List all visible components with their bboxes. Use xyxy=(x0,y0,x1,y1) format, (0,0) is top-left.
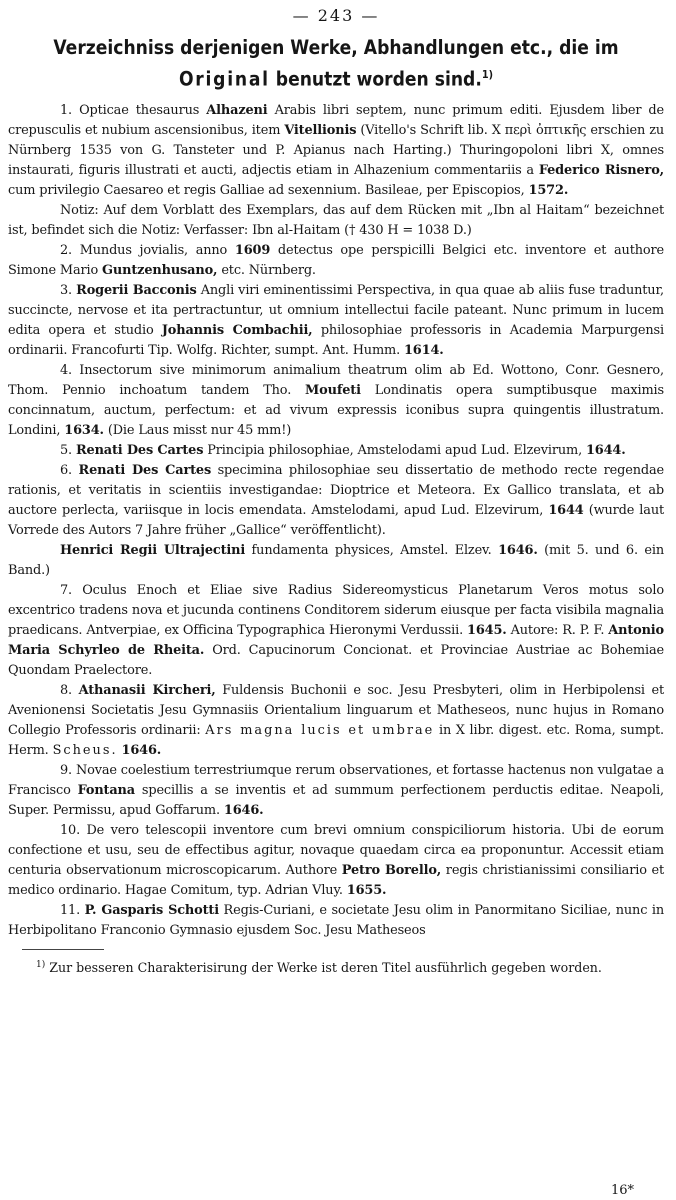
bibliography-list xyxy=(8,101,664,941)
footnote-text: Zur besseren Charakterisirung der Werke ist deren Titel ausführlich gegeben worden. xyxy=(45,959,602,975)
title-line-1: Verzeichniss derjenigen Werke, Abhandlungen etc., die im xyxy=(53,36,619,59)
title-line-2 xyxy=(47,61,624,93)
footnote-divider xyxy=(22,949,104,950)
entry-1: 1. Opticae thesaurus Alhazeni Arabis libri septem, nunc primum editi. Ejusdem liber de crepusculis et nubium ascensionibus, item Vitellionis (Vitello's Schrift lib. X περὶ ὀπτικῆς erschien zu Nürnberg 1535 von G. Tansteter und P. Apianus nach Harting.) Thuringopoloni libri X, omnes instaurati, figuris illustrati et aucti, adjectis etiam in Alhazenium commentariis a Federico Risnero, cum privilegio Caesareo et regis Galliae ad sexennium. Basileae, per Episcopios, 1572. xyxy=(8,102,664,198)
entry-1-note: Notiz: Auf dem Vorblatt des Exemplars, das auf dem Rücken mit „Ibn al Haitam“ bezeichnet ist, befindet sich die Notiz: Verfasser: Ibn al-Haitam († 430 H = 1038 D.) xyxy=(8,202,664,238)
entry-5: 5. Renati Des Cartes Principia philosophiae, Amstelodami apud Lud. Elzevirum, 1644. xyxy=(60,442,626,458)
entry-3: 3. Rogerii Bacconis Angli viri eminentissimi Perspectiva, in qua quae ab aliis fuse traduntur, succincte, nervose et ita pertractuntur, ut omnium intellectui facile pateant. Nunc primum in lucem edita opera et studio Johannis Combachii, philosophiae professoris in Academia Marpurgensi ordinarii. Francofurti Tip. Wolfg. Richter, sumpt. Ant. Humm. 1614. xyxy=(8,282,664,358)
entry-6-addendum: Henrici Regii Ultrajectini fundamenta physices, Amstel. Elzev. 1646. (mit 5. und 6. ein Band.) xyxy=(8,542,664,578)
sheet-signature: 16* xyxy=(610,1183,634,1198)
entry-11: 11. P. Gasparis Schotti Regis-Curiani, e societate Jesu olim in Panormitano Siciliae, nunc in Herbipolitano Franconio Gymnasio ejusdem Soc. Jesu Matheseos xyxy=(8,902,664,938)
footnote-mark: 1) xyxy=(36,959,46,970)
page-number: — 243 — xyxy=(292,6,380,25)
entry-6: 6. Renati Des Cartes specimina philosophiae seu dissertatio de methodo recte regendae rationis, et veritatis in scientiis investigandae: Dioptrice et Meteora. Ex Gallico translata, et ab auctore perlecta, variisque in locis emendata. Amstelodami, apud Lud. Elzevirum, 1644 (wurde laut Vorrede des Autors 7 Jahre früher „Gallice“ veröffentlicht). xyxy=(8,462,664,538)
footnote-reference: 1) xyxy=(481,68,494,81)
entry-9: 9. Novae coelestium terrestriumque rerum observationes, et fortasse hactenus non vulgatae a Francisco Fontana specillis a se inventis et ad summum perfectionem perductis editae. Neapoli, Super. Permissu, apud Goffarum. 1646. xyxy=(8,762,664,818)
page-title xyxy=(47,34,624,93)
title-rest: benutzt worden sind. xyxy=(269,67,482,91)
entry-4: 4. Insectorum sive minimorum animalium theatrum olim ab Ed. Wottono, Conr. Gesnero, Thom. Pennio inchoatum tandem Tho. Moufeti Londinatis opera sumptibusque maximis concinnatum, auctum, perfectum: et ad vivum expressis iconibus supra quingentis illustratum. Londini, 1634. (Die Laus misst nur 45 mm!) xyxy=(8,362,664,438)
title-emphasis: Original xyxy=(178,67,270,91)
entry-10: 10. De vero telescopii inventore cum brevi omnium conspiciliorum historia. Ubi de eorum confectione et usu, seu de effectibus agitur, novaque quaedam circa ea proponuntur. Accessit etiam centuria observationum microscopicarum. Authore Petro Borello, regis christianissimi consiliario et medico ordinario. Hagae Comitum, typ. Adrian Vluy. 1655. xyxy=(8,822,664,898)
entry-8: 8. Athanasii Kircheri, Fuldensis Buchonii e soc. Jesu Presbyteri, olim in Herbipolensi et Avenionensi Societatis Jesu Gymnasiis Orientalium linguarum et Matheseos, nunc hujus in Romano Collegio Professoris ordinarii: Ars magna lucis et umbrae in X libr. digest. etc. Roma, sumpt. Herm. Scheus. 1646. xyxy=(8,682,665,758)
entry-7: 7. Oculus Enoch et Eliae sive Radius Sidereomysticus Planetarum Veros motus solo excentrico tradens nova et jucunda continens Conditorem siderum eiusque per facta visibila magnalia praedicans. Antverpiae, ex Officina Typographica Hieronymi Verdussii. 1645. Autore: R. P. F. Antonio Maria Schyrleo de Rheita. Ord. Capucinorum Concionat. et Provinciae Austriae ac Bohemiae Quondam Praelectore. xyxy=(8,582,664,678)
footnote xyxy=(8,956,664,977)
entry-2: 2. Mundus jovialis, anno 1609 detectus ope perspicilli Belgici etc. inventore et authore Simone Mario Guntzenhusano, etc. Nürnberg. xyxy=(8,242,664,278)
